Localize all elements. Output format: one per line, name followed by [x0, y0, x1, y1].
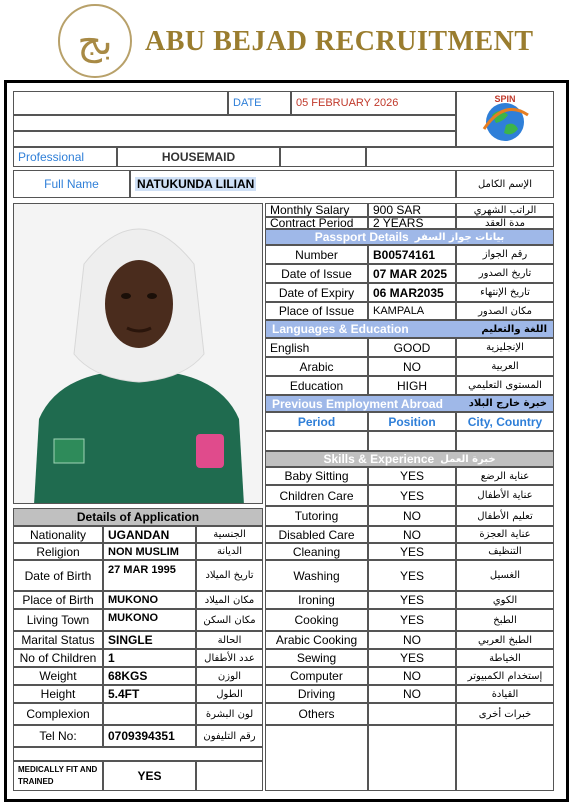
- employment-country-header: City, Country: [456, 412, 554, 431]
- language-row-label: English: [265, 338, 368, 357]
- skills-title: Skills & Experience: [323, 452, 435, 466]
- language-row-ar: العربية: [456, 357, 554, 376]
- application-row-label: Marital Status: [13, 631, 103, 649]
- svg-text:SPIN: SPIN: [494, 94, 516, 104]
- skill-row-ar: القيادة: [456, 685, 554, 703]
- application-row-ar: رقم التليفون: [196, 725, 263, 747]
- person-photo-icon: [14, 204, 263, 504]
- blank-cell: [13, 115, 456, 131]
- application-row-label: Religion: [13, 543, 103, 560]
- contract-label: Contract Period: [265, 217, 368, 229]
- application-row-label: Date of Birth: [13, 560, 103, 591]
- fullname-value: NATUKUNDA LILIAN: [137, 177, 255, 191]
- passport-title-ar: بيانات جواز السفر: [414, 231, 505, 243]
- company-name: ABU BEJAD RECRUITMENT: [145, 26, 534, 57]
- skill-row-ar: إستخدام الكمبيوتر: [456, 667, 554, 685]
- languages-section-header: [265, 320, 554, 338]
- page-header: [0, 0, 574, 80]
- professional-value: HOUSEMAID: [117, 147, 280, 167]
- skill-row-label: Cooking: [265, 609, 368, 631]
- skill-row-label: Disabled Care: [265, 526, 368, 543]
- passport-row-label: Date of Issue: [265, 264, 368, 283]
- fullname-cell: [130, 170, 456, 198]
- employment-title-ar: خبرة خارج البلاد: [468, 398, 547, 409]
- company-logo: [58, 4, 132, 78]
- medical-label: MEDICALLY FIT AND TRAINED: [13, 761, 103, 791]
- passport-expiry-value: 06 MAR2035: [368, 283, 456, 302]
- skill-row-value: YES: [368, 609, 456, 631]
- fullname-label: Full Name: [13, 170, 130, 198]
- agency-logo: [456, 91, 554, 147]
- skill-row-value: NO: [368, 685, 456, 703]
- language-row-ar: المستوى التعليمي: [456, 376, 554, 395]
- skills-section-header: [265, 451, 554, 467]
- skill-row-ar: الغسيل: [456, 560, 554, 591]
- passport-place-value: KAMPALA: [368, 302, 456, 320]
- skill-row-value: YES: [368, 560, 456, 591]
- passport-issue-value: 07 MAR 2025: [368, 264, 456, 283]
- application-row-value: SINGLE: [103, 631, 196, 649]
- skill-row-ar: الطبخ العربي: [456, 631, 554, 649]
- application-row-ar: مكان الميلاد: [196, 591, 263, 609]
- logo-glyph: ﺑﺞ: [77, 19, 113, 63]
- language-row-label: Arabic: [265, 357, 368, 376]
- passport-number-value: B00574161: [368, 245, 456, 264]
- medical-value: YES: [103, 761, 196, 791]
- blank-cell: [13, 747, 263, 761]
- contract-value: 2 YEARS: [368, 217, 456, 229]
- employment-section-header: [265, 395, 554, 412]
- date-label: DATE: [228, 91, 291, 115]
- passport-row-label: Date of Expiry: [265, 283, 368, 302]
- blank-cell: [196, 761, 263, 791]
- language-row-label: Education: [265, 376, 368, 395]
- application-row-label: Weight: [13, 667, 103, 685]
- language-row-value: NO: [368, 357, 456, 376]
- application-row-value: 5.4FT: [103, 685, 196, 703]
- skill-row-label: Sewing: [265, 649, 368, 667]
- salary-ar: الراتب الشهري: [456, 203, 554, 217]
- skill-row-ar: خبرات أخرى: [456, 703, 554, 725]
- employment-position-header: Position: [368, 412, 456, 431]
- blank-cell: [13, 131, 456, 147]
- language-row-value: HIGH: [368, 376, 456, 395]
- passport-row-label: Number: [265, 245, 368, 264]
- passport-row-ar: تاريخ الصدور: [456, 264, 554, 283]
- application-row-value: [103, 703, 196, 725]
- application-row-label: Place of Birth: [13, 591, 103, 609]
- application-row-ar: تاريخ الميلاد: [196, 560, 263, 591]
- skill-row-value: YES: [368, 485, 456, 506]
- application-row-ar: الجنسية: [196, 526, 263, 543]
- skill-row-ar: الطبخ: [456, 609, 554, 631]
- passport-row-ar: تاريخ الإنتهاء: [456, 283, 554, 302]
- languages-title-ar: اللغة والتعليم: [481, 323, 547, 335]
- application-row-value: MUKONO: [103, 609, 196, 631]
- application-row-label: Living Town: [13, 609, 103, 631]
- passport-row-ar: رقم الجواز: [456, 245, 554, 264]
- application-row-label: Tel No:: [13, 725, 103, 747]
- application-row-value: 27 MAR 1995: [103, 560, 196, 591]
- passport-row-ar: مكان الصدور: [456, 302, 554, 320]
- languages-title: Languages & Education: [272, 322, 409, 336]
- employment-period-header: Period: [265, 412, 368, 431]
- date-value: 05 FEBRUARY 2026: [291, 91, 456, 115]
- contract-ar: مدة العقد: [456, 217, 554, 229]
- application-row-value: NON MUSLIM: [103, 543, 196, 560]
- skills-empty-cell: [368, 725, 456, 791]
- application-row-ar: الحالة: [196, 631, 263, 649]
- application-row-ar: الطول: [196, 685, 263, 703]
- passport-row-label: Place of Issue: [265, 302, 368, 320]
- skill-row-ar: الكوي: [456, 591, 554, 609]
- skill-row-value: NO: [368, 506, 456, 526]
- skill-row-ar: عناية العجزة: [456, 526, 554, 543]
- passport-section-header: [265, 229, 554, 245]
- employment-title: Previous Employment Abroad: [272, 396, 443, 411]
- skill-row-value: YES: [368, 591, 456, 609]
- skill-row-label: Arabic Cooking: [265, 631, 368, 649]
- skill-row-ar: التنظيف: [456, 543, 554, 560]
- application-row-value: MUKONO: [103, 591, 196, 609]
- skill-row-label: Washing: [265, 560, 368, 591]
- application-row-label: No of Children: [13, 649, 103, 667]
- application-row-ar: لون البشرة: [196, 703, 263, 725]
- skill-row-value: NO: [368, 667, 456, 685]
- employment-empty-cell: [456, 431, 554, 451]
- skill-row-label: Others: [265, 703, 368, 725]
- application-row-value: 0709394351: [103, 725, 196, 747]
- globe-icon: [470, 93, 540, 145]
- employment-empty-cell: [368, 431, 456, 451]
- skill-row-value: YES: [368, 467, 456, 485]
- skill-row-value: NO: [368, 526, 456, 543]
- fullname-ar: الإسم الكامل: [456, 170, 554, 198]
- skill-row-value: YES: [368, 649, 456, 667]
- skills-title-ar: خبرة العمل: [440, 453, 496, 465]
- skill-row-label: Children Care: [265, 485, 368, 506]
- blank-cell: [366, 147, 554, 167]
- application-row-value: 1: [103, 649, 196, 667]
- skills-empty-cell: [265, 725, 368, 791]
- skill-row-label: Computer: [265, 667, 368, 685]
- application-row-ar: مكان السكن: [196, 609, 263, 631]
- application-row-label: Height: [13, 685, 103, 703]
- salary-value: 900 SAR: [368, 203, 456, 217]
- applicant-photo: [13, 203, 263, 504]
- salary-label: Monthly Salary: [265, 203, 368, 217]
- application-row-ar: عدد الأطفال: [196, 649, 263, 667]
- language-row-value: GOOD: [368, 338, 456, 357]
- application-row-value: 68KGS: [103, 667, 196, 685]
- skill-row-value: YES: [368, 543, 456, 560]
- application-row-ar: الوزن: [196, 667, 263, 685]
- professional-label: Professional: [13, 147, 117, 167]
- application-section-header: Details of Application: [13, 508, 263, 526]
- application-row-value: UGANDAN: [103, 526, 196, 543]
- language-row-ar: الإنجليزية: [456, 338, 554, 357]
- skill-row-value: [368, 703, 456, 725]
- passport-title: Passport Details: [314, 230, 409, 244]
- skill-row-ar: عناية الأطفال: [456, 485, 554, 506]
- skill-row-value: NO: [368, 631, 456, 649]
- skill-row-ar: عناية الرضع: [456, 467, 554, 485]
- skill-row-ar: الخياطة: [456, 649, 554, 667]
- skill-row-label: Ironing: [265, 591, 368, 609]
- application-row-label: Complexion: [13, 703, 103, 725]
- skill-row-ar: تعليم الأطفال: [456, 506, 554, 526]
- blank-cell: [13, 91, 228, 115]
- skill-row-label: Cleaning: [265, 543, 368, 560]
- employment-empty-cell: [265, 431, 368, 451]
- blank-cell: [280, 147, 366, 167]
- skills-empty-cell: [456, 725, 554, 791]
- application-row-ar: الديانة: [196, 543, 263, 560]
- skill-row-label: Baby Sitting: [265, 467, 368, 485]
- skill-row-label: Driving: [265, 685, 368, 703]
- application-row-label: Nationality: [13, 526, 103, 543]
- skill-row-label: Tutoring: [265, 506, 368, 526]
